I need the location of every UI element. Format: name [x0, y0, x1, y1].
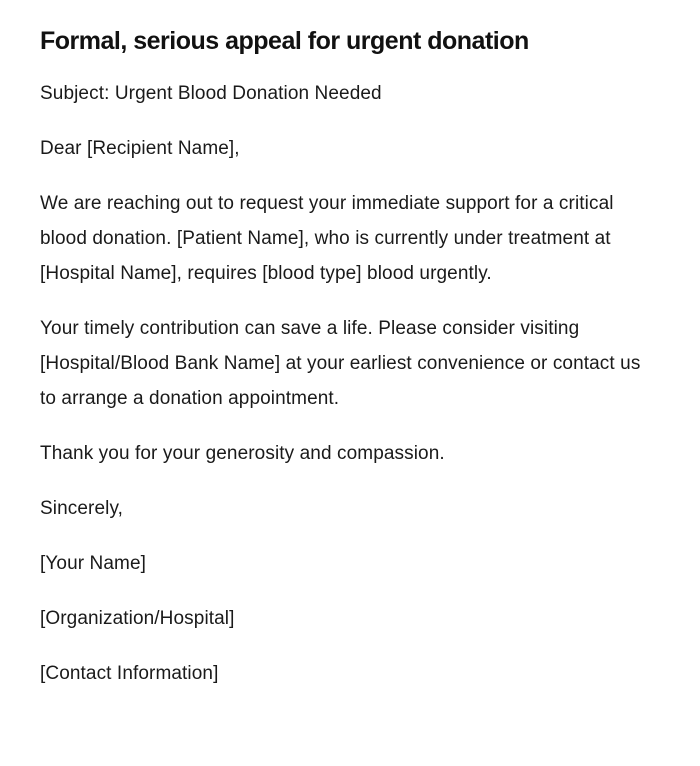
- signature-contact: [Contact Information]: [40, 663, 219, 684]
- subject-line: Subject: Urgent Blood Donation Needed: [40, 83, 382, 104]
- body-paragraph-appeal: Your timely contribution can save a life. Please consider visiting [Hospital/Blood Bank Name] at your earliest convenience or contact us to arrange a donation appointment.: [40, 318, 641, 409]
- salutation: Dear [Recipient Name],: [40, 138, 240, 159]
- signature-name: [Your Name]: [40, 553, 147, 574]
- closing: Sincerely,: [40, 498, 124, 519]
- body-paragraph-thanks: Thank you for your generosity and compassion.: [40, 443, 445, 464]
- document-title: Formal, serious appeal for urgent donation: [40, 27, 529, 55]
- signature-organization: [Organization/Hospital]: [40, 608, 235, 629]
- body-paragraph-request: We are reaching out to request your immediate support for a critical blood donation. [Patient Name], who is currently under treatment at [Hospital Name], requires [blood type] blood urgently.: [40, 193, 614, 284]
